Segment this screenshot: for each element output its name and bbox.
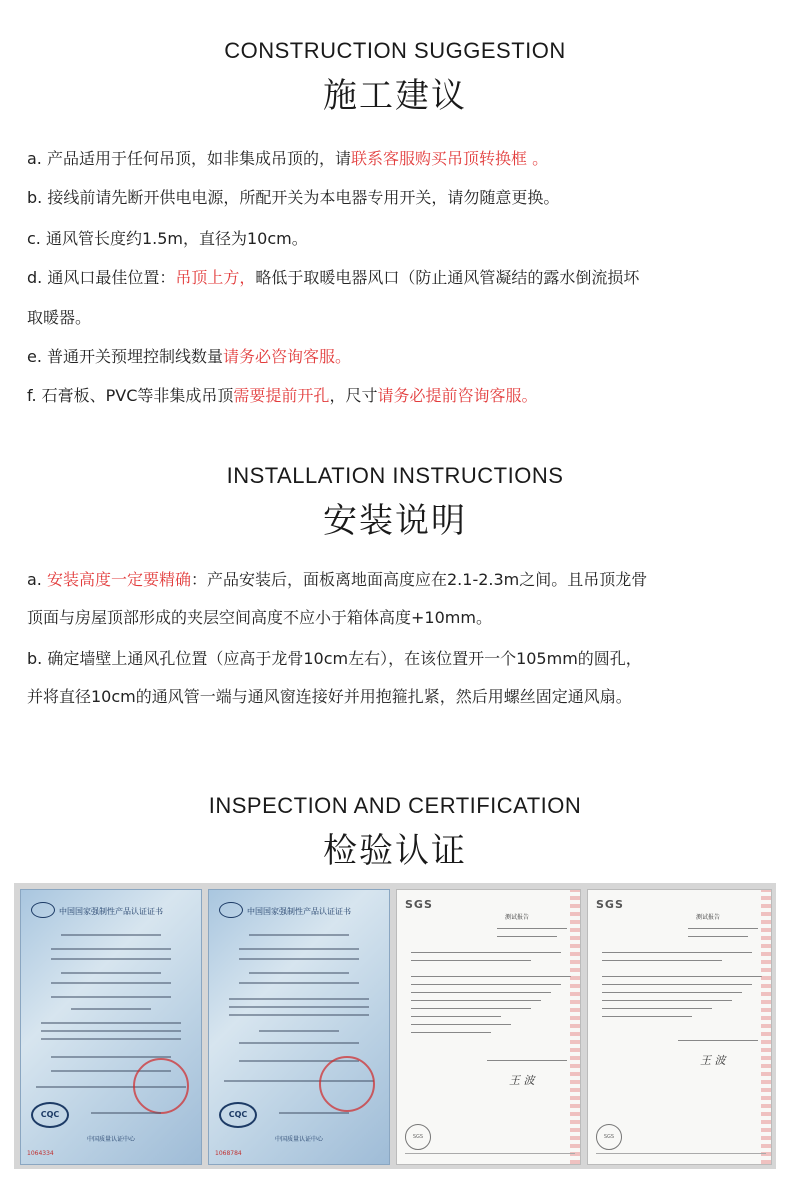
construction-item-d-cont — [27, 305, 767, 328]
installation-item-a-text: ：产品安装后，面板离地面高度应在2.1-2.3m之间。且吊顶龙骨 — [191, 570, 648, 589]
sgs-report-1 — [396, 889, 581, 1165]
ccc-issuer: 中国质量认证中心 — [274, 1136, 323, 1143]
ccc-certificate-title: 中国国家强制性产品认证证书 — [59, 907, 163, 916]
sgs-report-2 — [587, 889, 772, 1165]
ccc-certificate-2 — [208, 889, 390, 1165]
construction-item-f-text-2: ，尺寸 — [329, 386, 378, 405]
sgs-report-title: 测试报告 — [695, 914, 720, 921]
installation-item-a — [27, 567, 767, 590]
certificates-row — [14, 883, 776, 1169]
perforation-stamp — [761, 890, 771, 1164]
construction-item-f-text: f. 石膏板、PVC等非集成吊顶 — [27, 386, 234, 405]
construction-item-d-highlight: 吊顶上方， — [175, 268, 256, 287]
construction-item-f — [27, 383, 767, 406]
installation-item-a-prefix: a. — [27, 570, 47, 589]
construction-item-d-text-3: 取暖器。 — [27, 308, 92, 327]
construction-item-f-highlight: 需要提前开孔 — [233, 386, 330, 405]
sgs-logo: SGS — [405, 898, 433, 911]
installation-item-a-text-2: 顶面与房屋顶部形成的夹层空间高度不应小于箱体高度+10mm。 — [27, 608, 492, 627]
installation-item-b-text: b. 确定墙壁上通风孔位置（应高于龙骨10cm左右），在该位置开一个105mm的圆孔， — [27, 649, 642, 668]
construction-item-b-text: b. 接线前请先断开供电电源，所配开关为本电器专用开关，请勿随意更换。 — [27, 188, 560, 207]
construction-title-en: CONSTRUCTION SUGGESTION — [224, 38, 566, 63]
installation-item-a-highlight: 安装高度一定要精确 — [46, 570, 191, 589]
cqc-logo-icon: CQC — [31, 1102, 69, 1128]
sgs-signature: 王 波 — [509, 1074, 535, 1087]
cqc-logo-icon: CQC — [219, 1102, 257, 1128]
construction-item-c — [27, 226, 767, 249]
construction-title-cn: 施工建议 — [323, 76, 467, 116]
installation-title-cn: 安装说明 — [323, 501, 467, 541]
sgs-seal-icon: SGS — [405, 1124, 431, 1150]
inspection-title-cn: 检验认证 — [323, 831, 467, 871]
construction-item-c-text: c. 通风管长度约1.5m，直径为10cm。 — [27, 229, 308, 248]
installation-heading — [0, 463, 790, 542]
red-seal-icon — [319, 1056, 375, 1112]
perforation-stamp — [570, 890, 580, 1164]
installation-title-en: INSTALLATION INSTRUCTIONS — [226, 463, 564, 488]
ccc-serial: 1064334 — [27, 1150, 54, 1157]
construction-item-d-text-2: 略低于取暖电器风口（防止通风管凝结的露水倒流损坏 — [255, 268, 640, 287]
construction-item-e-text: e. 普通开关预埋控制线数量 — [27, 347, 224, 366]
construction-item-a-text: a. 产品适用于任何吊顶，如非集成吊顶的，请 — [27, 149, 351, 168]
construction-item-e-highlight: 请务必咨询客服。 — [223, 347, 352, 366]
sgs-report-title: 测试报告 — [504, 914, 529, 921]
installation-item-b-text-2: 并将直径10cm的通风管一端与通风窗连接好并用抱箍扎紧，然后用螺丝固定通风扇。 — [27, 687, 632, 706]
construction-item-f-highlight-2: 请务必提前咨询客服。 — [377, 386, 538, 405]
construction-item-d-text: d. 通风口最佳位置： — [27, 268, 176, 287]
sgs-seal-icon: SGS — [596, 1124, 622, 1150]
construction-item-a — [27, 146, 767, 169]
ccc-issuer: 中国质量认证中心 — [86, 1136, 135, 1143]
construction-heading — [0, 38, 790, 117]
sgs-logo: SGS — [596, 898, 624, 911]
construction-item-d — [27, 265, 767, 288]
installation-item-a-cont — [27, 605, 767, 628]
ccc-serial: 1068784 — [215, 1150, 242, 1157]
installation-item-b — [27, 646, 767, 669]
construction-item-e — [27, 344, 767, 367]
construction-item-a-highlight: 联系客服购买吊顶转换框 。 — [350, 149, 549, 168]
red-seal-icon — [133, 1058, 189, 1114]
installation-item-b-cont — [27, 684, 767, 707]
sgs-signature: 王 波 — [700, 1054, 726, 1067]
ccc-certificate-1 — [20, 889, 202, 1165]
inspection-title-en: INSPECTION AND CERTIFICATION — [208, 793, 582, 818]
ccc-certificate-title: 中国国家强制性产品认证证书 — [247, 907, 351, 916]
inspection-heading — [0, 793, 790, 872]
construction-item-b — [27, 185, 767, 208]
